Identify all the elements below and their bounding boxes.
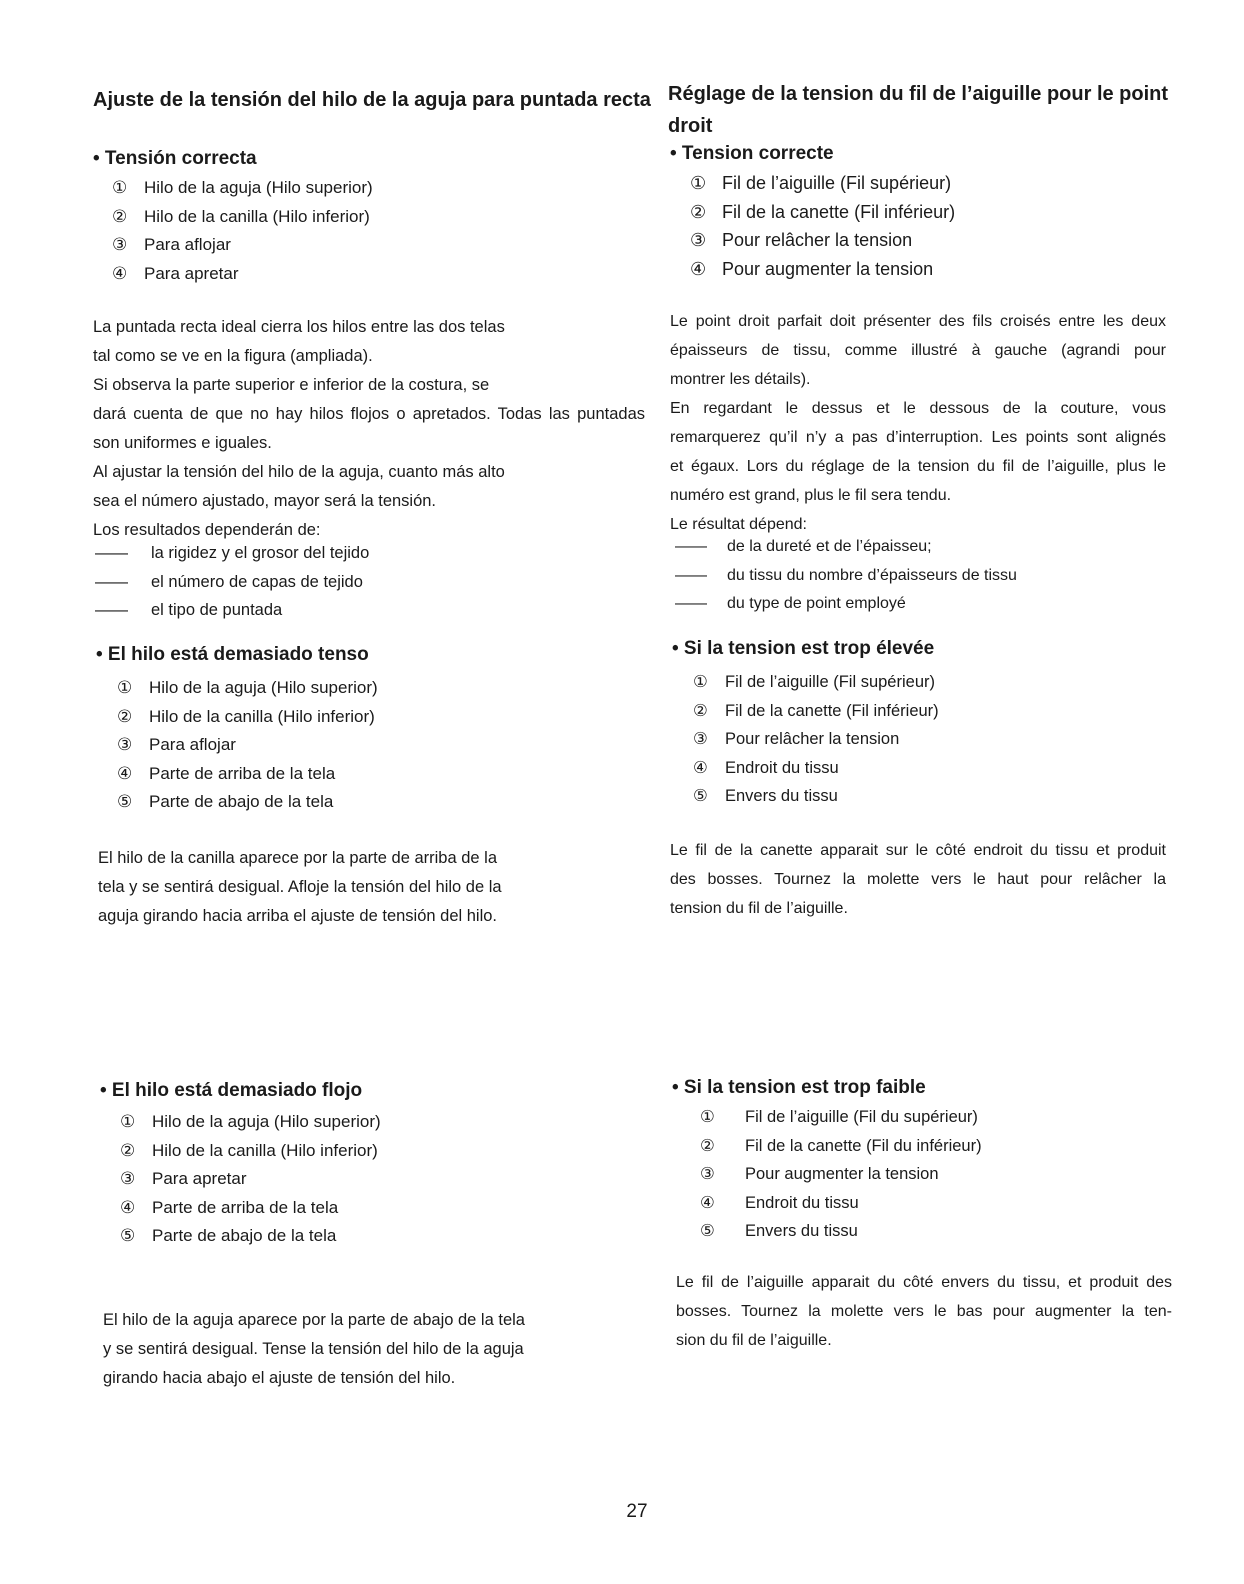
list-item: ③ Pour relâcher la tension: [693, 730, 900, 748]
fr-correct-list: [690, 169, 955, 283]
list-item: ③ Pour relâcher la tension: [690, 230, 913, 250]
list-item: ② Fil de la canette (Fil inférieur): [693, 701, 939, 720]
es-title: Ajuste de la tensión del hilo de la aguja para puntada recta: [93, 89, 651, 111]
es-loose-paragraph: El hilo de la aguja aparece por la parte de abajo de la tela y se sentirá desigual. Tense la tensión del hilo de la aguja girando hacia abajo el ajuste de tensión del hilo.: [103, 1311, 525, 1387]
es-tight-paragraph: El hilo de la canilla aparece por la parte de arriba de la tela y se sentirá desigual. Afloje la tensión del hilo de la aguja girando hacia arriba el ajuste de tensión del hilo.: [98, 849, 502, 925]
list-item: ④ Endroit du tissu: [700, 1193, 859, 1212]
list-item: ⑤ Envers du tissu: [693, 787, 838, 805]
page-number: 27: [626, 1501, 648, 1522]
list-item: ① Fil de l’aiguille (Fil supérieur): [693, 673, 935, 691]
list-item: ② Fil de la canette (Fil inférieur): [690, 201, 956, 222]
list-item: ① Hilo de la aguja (Hilo superior): [120, 1112, 381, 1131]
list-item: ⑤ Parte de abajo de la tela: [117, 792, 334, 811]
list-item: —— el tipo de puntada: [95, 601, 283, 619]
list-item: ④ Pour augmenter la tension: [690, 258, 934, 279]
list-item: ① Fil de l’aiguille (Fil supérieur): [690, 173, 952, 193]
es-loose-list: [120, 1108, 381, 1251]
list-item: ④ Endroit du tissu: [693, 758, 839, 777]
list-item: ① Hilo de la aguja (Hilo superior): [117, 678, 378, 697]
es-tight-list: [117, 674, 378, 817]
list-item: ② Hilo de la canilla (Hilo inferior): [117, 706, 375, 726]
list-item: ⑤ Parte de abajo de la tela: [120, 1226, 337, 1245]
fr-low-paragraph: Le fil de l’aiguille apparait du côté envers du tissu, et produit des bosses. Tournez la molette vers le bas pour augmenter la ten- sion du fil de l’aiguille.: [676, 1274, 1172, 1349]
list-item: ⑤ Envers du tissu: [700, 1222, 858, 1240]
list-item: —— el número de capas de tejido: [95, 572, 363, 591]
es-tight-heading: • El hilo está demasiado tenso: [96, 644, 369, 665]
fr-high-list: [693, 668, 939, 811]
list-item: ④ Parte de arriba de la tela: [120, 1197, 339, 1217]
list-item: ④ Parte de arriba de la tela: [117, 763, 336, 783]
list-item: ② Fil de la canette (Fil du inférieur): [700, 1136, 982, 1155]
es-correct-dashes: [95, 539, 369, 625]
list-item: ① Fil de l’aiguille (Fil du supérieur): [700, 1108, 978, 1126]
list-item: ③ Para apretar: [120, 1169, 247, 1188]
list-item: —— du tissu du nombre d’épaisseurs de tissu: [675, 566, 1017, 584]
list-item: ② Hilo de la canilla (Hilo inferior): [120, 1140, 378, 1160]
list-item: ③ Para aflojar: [112, 235, 231, 254]
fr-high-paragraph: Le fil de la canette apparait sur le côté endroit du tissu et produit des bosses. Tournez la molette vers le haut pour relâcher la tension du fil de l’aiguille.: [670, 842, 1166, 917]
list-item: —— la rigidez y el grosor del tejido: [95, 544, 370, 562]
fr-title: Réglage de la tension du fil de l’aiguille pour le point droit: [668, 83, 1169, 137]
list-item: ④ Para apretar: [112, 263, 239, 283]
fr-correct-paragraph: Le point droit parfait doit présenter des fils croisés entre les deux épaisseurs de tissu, comme illustré à gauche (agrandi pour montrer les détails). En regardant le dessus et le dessous de la couture, vous remarquerez qu’il n’y a pas d’interruption. Les points sont alignés et égaux. Lors du réglage de la tension du fil de l’aiguille, plus le numéro est grand, plus le fil sera tendu. Le résultat dépend:: [670, 313, 1166, 533]
list-item: —— du type de point employé: [675, 595, 906, 612]
es-correct-paragraph: La puntada recta ideal cierra los hilos entre las dos telas tal como se ve en la figura (ampliada). Si observa la parte superior e inferior de la costura, se dará cuenta de que no hay hilos flojos o apretados. Todas las puntadas son uniformes e iguales. Al ajustar la tensión del hilo de la aguja, cuanto más alto sea el número ajustado, mayor será la tensión. Los resultados dependerán de:: [93, 318, 645, 539]
fr-low-heading: • Si la tension est trop faible: [672, 1077, 926, 1098]
list-item: —— de la dureté et de l’épaisseu;: [675, 538, 932, 555]
list-item: ① Hilo de la aguja (Hilo superior): [112, 178, 373, 197]
fr-correct-heading: • Tension correcte: [670, 143, 834, 164]
fr-correct-dashes: [675, 533, 1017, 619]
list-item: ② Hilo de la canilla (Hilo inferior): [112, 206, 370, 226]
es-loose-heading: • El hilo está demasiado flojo: [100, 1080, 363, 1101]
list-item: ③ Pour augmenter la tension: [700, 1165, 939, 1183]
es-correct-list: [112, 174, 373, 288]
fr-high-heading: • Si la tension est trop élevée: [672, 638, 935, 659]
es-correct-heading: • Tensión correcta: [93, 148, 257, 169]
list-item: ③ Para aflojar: [117, 735, 236, 754]
fr-low-list: [700, 1103, 982, 1246]
